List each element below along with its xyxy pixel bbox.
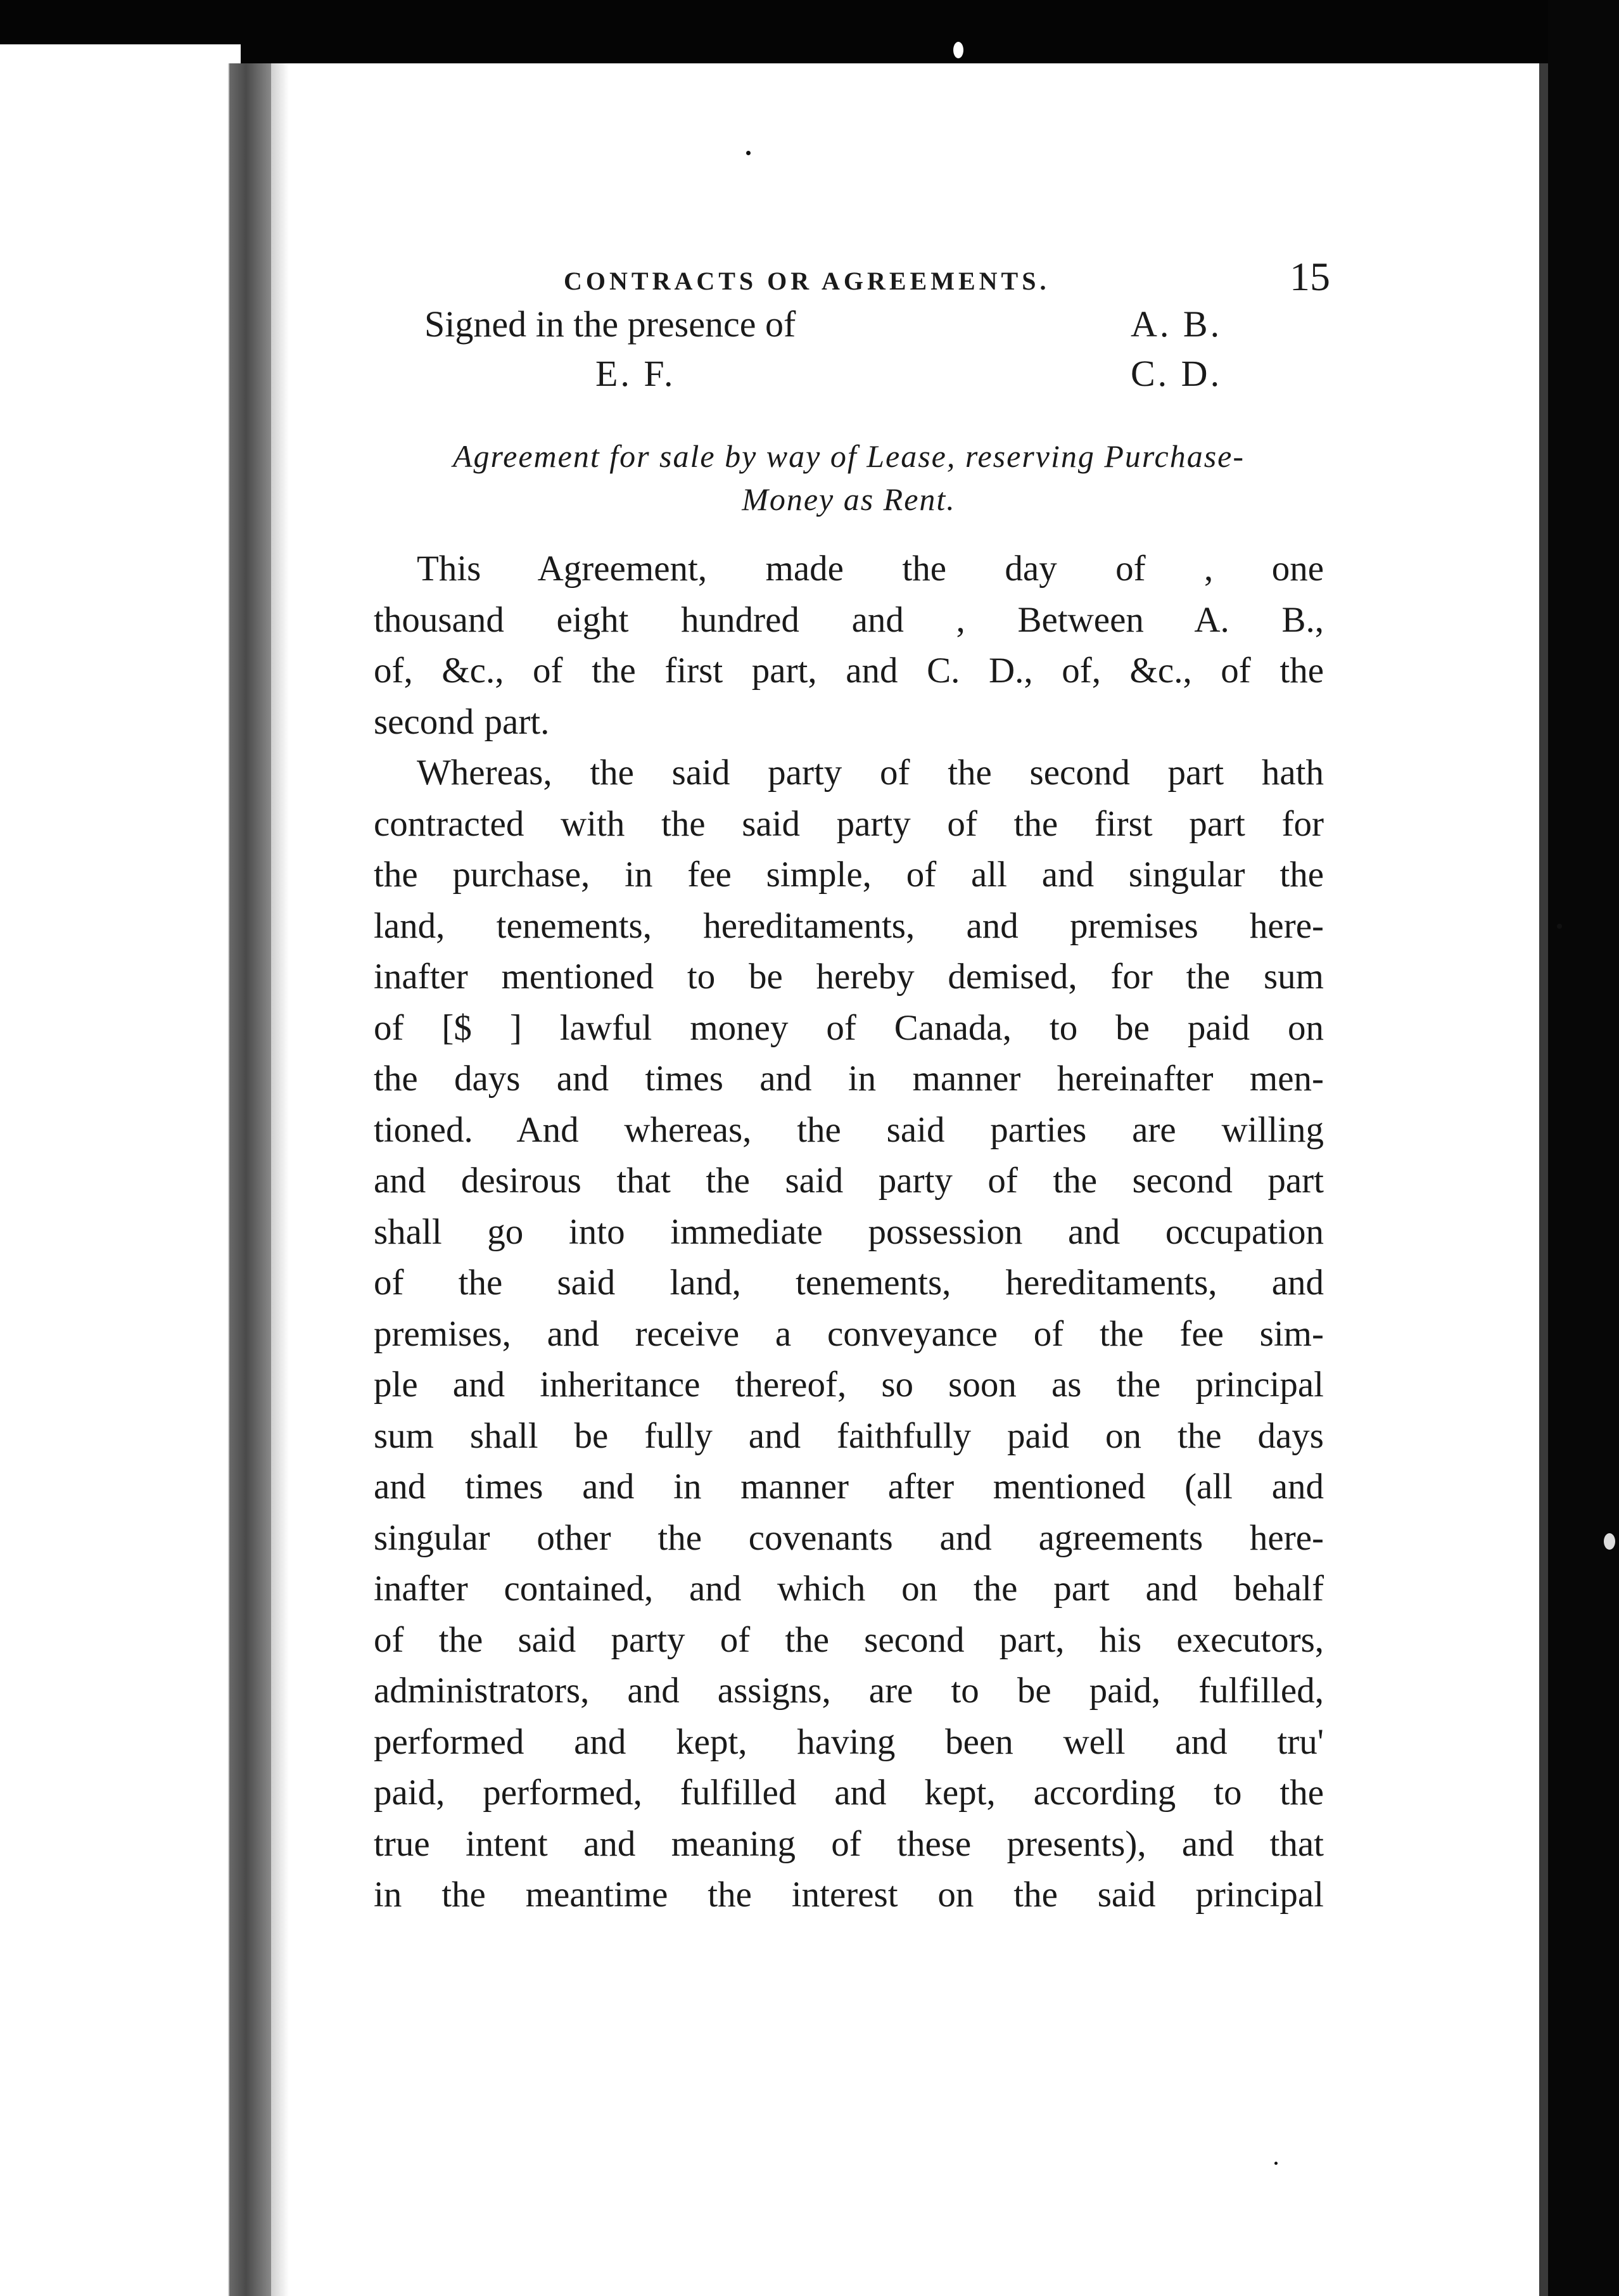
ink-speck xyxy=(1274,2162,1278,2165)
agreement-opening-paragraph xyxy=(374,544,1324,748)
page-number: 15 xyxy=(1290,254,1330,299)
text-line: This Agreement, made the day of , one xyxy=(417,549,1324,589)
text-line: thousand eight hundred and , Between A. B., xyxy=(374,599,1324,640)
text-line: inafter contained, and which on the part and behalf xyxy=(374,1569,1324,1609)
text-line: performed and kept, having been well and tru' xyxy=(374,1721,1324,1762)
signature-block xyxy=(374,303,1324,398)
text-line: and times and in manner after mentioned (all and xyxy=(374,1467,1324,1507)
text-line: land, tenements, hereditaments, and premises here- xyxy=(374,905,1324,946)
text-line: second part. xyxy=(374,701,550,742)
text-line: and desirous that the said party of the second part xyxy=(374,1161,1324,1201)
text-line: administrators, and assigns, are to be paid, fulfilled, xyxy=(374,1671,1324,1711)
section-heading-line: Money as Rent. xyxy=(742,482,956,517)
party-two-signature: C. D. xyxy=(1131,353,1222,394)
text-line: shall go into immediate possession and occupation xyxy=(374,1211,1324,1252)
text-line: the purchase, in fee simple, of all and singular the xyxy=(374,855,1324,895)
text-line: contracted with the said party of the first part for xyxy=(374,803,1324,844)
text-line: singular other the covenants and agreements here- xyxy=(374,1517,1324,1558)
ink-speck xyxy=(1557,924,1562,929)
text-line: of the said party of the second part, his executors, xyxy=(374,1619,1324,1660)
book-gutter xyxy=(229,63,271,2296)
running-title: CONTRACTS OR AGREEMENTS. xyxy=(564,267,1050,295)
printed-page xyxy=(374,241,1330,1921)
ink-speck xyxy=(746,151,751,155)
text-line: of the said land, tenements, hereditaments, and xyxy=(374,1263,1324,1303)
scan-top-border xyxy=(0,0,1619,63)
text-line: Whereas, the said party of the second part hath xyxy=(417,753,1324,793)
ink-speck xyxy=(953,42,963,58)
section-heading-line: Agreement for sale by way of Lease, reserving Purchase- xyxy=(452,438,1245,474)
ink-speck xyxy=(1604,1533,1615,1550)
text-line: of [$ ] lawful money of Canada, to be paid on xyxy=(374,1007,1324,1048)
running-head xyxy=(374,241,1330,299)
text-line: inafter mentioned to be hereby demised, for the sum xyxy=(374,957,1324,997)
text-line: tioned. And whereas, the said parties are willing xyxy=(374,1109,1324,1150)
text-line: the days and times and in manner hereinafter men- xyxy=(374,1059,1324,1099)
facing-page-remnant xyxy=(0,63,229,2296)
text-line: of, &c., of the first part, and C. D., of, &c., of the xyxy=(374,651,1324,691)
party-one-signature: A. B. xyxy=(1131,303,1222,345)
witness-label: Signed in the presence of xyxy=(424,303,796,345)
text-line: in the meantime the interest on the said principal xyxy=(374,1875,1324,1915)
page-edge-shadow xyxy=(1539,63,1548,2296)
facing-page-top-edge xyxy=(0,44,241,66)
text-line: paid, performed, fulfilled and kept, according to the xyxy=(374,1773,1324,1813)
text-line: premises, and receive a conveyance of the fee sim- xyxy=(374,1313,1324,1354)
text-line: true intent and meaning of these presents), and that xyxy=(374,1823,1324,1864)
section-heading xyxy=(374,435,1324,521)
gutter-shadow xyxy=(271,63,289,2296)
whereas-paragraph xyxy=(374,748,1324,1921)
text-line: ple and inheritance thereof, so soon as the principal xyxy=(374,1365,1324,1405)
text-line: sum shall be fully and faithfully paid on the days xyxy=(374,1415,1324,1456)
witness-name: E. F. xyxy=(595,353,676,394)
scan-right-border xyxy=(1548,0,1619,2296)
